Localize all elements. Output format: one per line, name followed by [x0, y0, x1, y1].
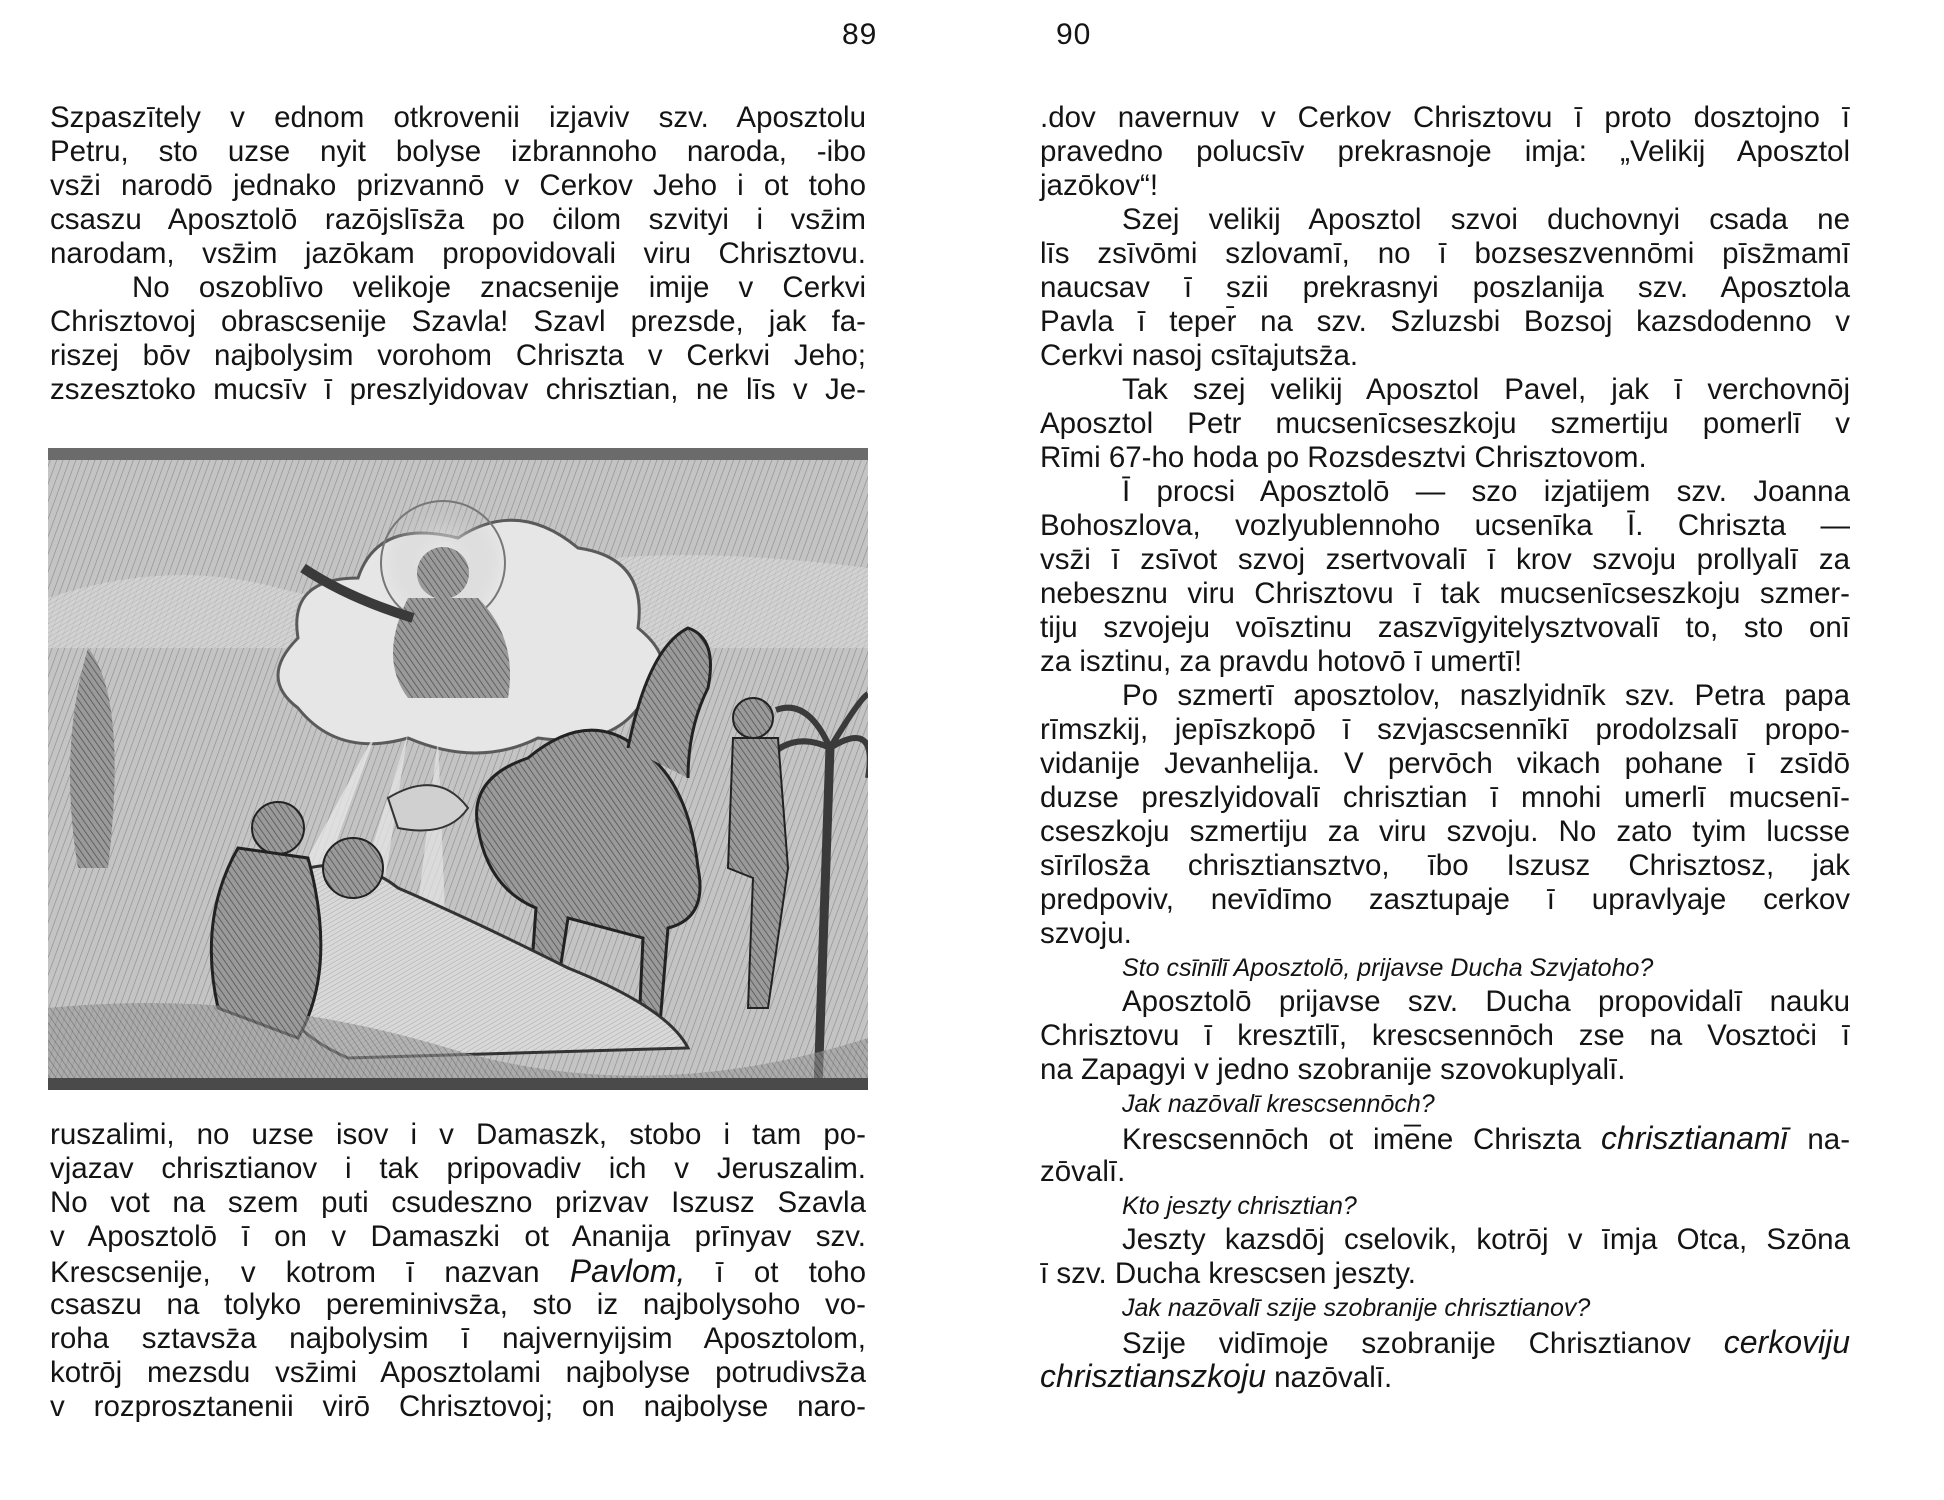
text-line: roha sztavsz̄a najbolysim ī najvernyijsim Aposztolom, [50, 1322, 866, 1355]
text-line: Ī procsi Aposztolō — szo izjatijem szv. Joanna [1122, 475, 1850, 508]
text-line: cseszkoju szmertiju za viru szvoju. No zato tyim lucsse [1040, 815, 1850, 848]
answer-line: na Zapagyi v jedno szobranije szovokuplyalī. [1040, 1053, 1626, 1086]
emphasis-pavlom: Pavlom, [569, 1253, 686, 1289]
text-line: v Aposztolō ī on v Damaszki ot Ananija prīnyav szv. [50, 1220, 866, 1253]
text-line: Cerkvi nasoj csītajutsz̄a. [1040, 339, 1359, 372]
answer-line: Chrisztovu ī kresztīlī, krescsennōch zse na Vosztoċi ī [1040, 1019, 1850, 1052]
text-line: za isztinu, za pravdu hotovō ī umertī! [1040, 645, 1523, 678]
text-line: Chrisztovoj obrascsenije Szavla! Szavl prezsde, jak fa- [50, 305, 866, 338]
page-number-right: 90 [1056, 18, 1092, 51]
emphasis-chrisztianami: chrisztianamī [1600, 1120, 1788, 1156]
text-line-with-emphasis [50, 1254, 866, 1288]
text-line: No oszoblīvo velikoje znacsenije imije v Cerkvi [132, 271, 866, 304]
text-line: zszesztoko mucsīv ī preszlyidovav chrisztian, ne līs v Je- [50, 373, 866, 406]
left-top-text [50, 101, 866, 407]
engraving-illustration [48, 448, 868, 1090]
text-line: jazōkov“! [1040, 169, 1159, 202]
text-line: pravedno polucsīv prekrasnoje imja: „Velikij Aposztol [1040, 135, 1850, 168]
text-line: szvoju. [1040, 917, 1132, 950]
text-line: ruszalimi, no uzse isov i v Damaszk, stobo i tam po- [50, 1118, 866, 1151]
answer-line: Jeszty kazsdōj cselovik, kotrōj v īmja Otca, Szōna [1122, 1223, 1850, 1256]
text-line: vidanije Jevanhelija. V pervōch vikach pohane ī zsīdō [1040, 747, 1850, 780]
text-line: kotrōj mezsdu vsz̄imi Aposztolami najbolyse potrudivsz̄a [50, 1356, 866, 1389]
emphasis-chrisztianszkoju: chrisztianszkoju [1040, 1358, 1266, 1394]
text-line: rīmszkij, jepīszkopō ī szvjascsennīkī prodolzsalī propo- [1040, 713, 1850, 746]
right-page [972, 0, 1944, 1500]
answer-line-with-emphasis [1040, 1121, 1850, 1155]
text-line: Aposztol Petr mucsenīcseszkoju szmertiju pomerlī v [1040, 407, 1850, 440]
question-heading: Jak nazōvalī krescsennōch? [1122, 1090, 1435, 1118]
answer-line-with-emphasis [1040, 1325, 1850, 1359]
text-segment: na- [1807, 1123, 1851, 1156]
text-line: Pavla ī teper̄ na szv. Szluzsbi Bozsoj kazsdodenno v [1040, 305, 1850, 338]
text-line: v rozprosztanenii virō Chrisztovoj; on najbolyse naro- [50, 1390, 866, 1423]
left-bottom-text [50, 1118, 866, 1424]
text-line: riszej bōv najbolysim vorohom Chriszta v Cerkvi Jeho; [50, 339, 866, 372]
text-segment: ī ot toho [715, 1256, 867, 1289]
text-line: Rīmi 67-ho hoda po Rozsdesztvi Chrisztovom. [1040, 441, 1647, 474]
answer-line: ī szv. Ducha krescsen jeszty. [1040, 1257, 1416, 1290]
answer-line: zōvalī. [1040, 1155, 1126, 1188]
right-text [1040, 101, 1850, 1393]
conversion-of-saul-engraving [48, 448, 868, 1090]
question-heading: Sto csīnīlī Aposztolō, prijavse Ducha Szvjatoho? [1122, 954, 1654, 982]
text-line: naucsav ī szii prekrasnyi poszlanija szv. Aposztola [1040, 271, 1850, 304]
text-line: Szpaszītely v ednom otkrovenii izjaviv szv. Aposztolu [50, 101, 866, 134]
text-line: sīrīlosz̄a chrisztiansztvo, ībo Iszusz Chrisztosz, jak [1040, 849, 1850, 882]
text-line: vsz̄i narodō jednako prizvannō v Cerkov Jeho i ot toho [50, 169, 866, 202]
text-line: vsz̄i ī zsīvot szvoj zsertvovalī ī krov szvoju prollyalī za [1040, 543, 1850, 576]
text-line: vjazav chrisztianov i tak pripovadiv ich v Jeruszalim. [50, 1152, 866, 1185]
text-segment: nazōvalī. [1274, 1361, 1393, 1394]
text-line: Bohoszlova, vozlyublennoho ucsenīka Ī. Chriszta — [1040, 509, 1850, 542]
answer-line-with-emphasis [1040, 1359, 1850, 1393]
text-segment: Krescsenije, v kotrom ī nazvan [50, 1256, 540, 1289]
question-heading: Kto jeszty chrisztian? [1122, 1192, 1357, 1220]
text-line: .dov navernuv v Cerkov Chrisztovu ī proto dosztojno ī [1040, 101, 1850, 134]
text-line: Tak szej velikij Aposztol Pavel, jak ī verchovnōj [1122, 373, 1850, 406]
text-segment: Krescsennōch ot ime̅ne Chriszta [1122, 1123, 1582, 1156]
text-line: csaszu Aposztolō razōjslīsz̄a po ċilom szvityi i vsz̄im [50, 203, 866, 236]
text-line: predpoviv, nevīdīmo zasztupaje ī upravlyaje cerkov [1040, 883, 1850, 916]
text-segment: Szije vidīmoje szobranije Chrisztianov [1122, 1327, 1691, 1360]
emphasis-cerkoviju: cerkoviju [1723, 1324, 1850, 1360]
text-line: csaszu na tolyko pereminivsz̄a, sto iz najbolysoho vo- [50, 1288, 866, 1321]
text-line: Petru, sto uzse nyit bolyse izbrannoho naroda, -ibo [50, 135, 866, 168]
text-line: duzse preszlyidovalī chrisztian ī mnohi umerlī mucsenī- [1040, 781, 1850, 814]
text-line: nebesznu viru Chrisztovu ī tak mucsenīcseszkoju szmer- [1040, 577, 1850, 610]
page-number-left: 89 [842, 18, 878, 51]
text-line: No vot na szem puti csudeszno prizvav Iszusz Szavla [50, 1186, 866, 1219]
text-line: tiju szvojeju voīsztinu zaszvīgyitelysztvovalī to, sto onī [1040, 611, 1850, 644]
question-heading: Jak nazōvalī szije szobranije chrisztianov? [1122, 1294, 1591, 1322]
text-line: Po szmertī aposztolov, naszlyidnīk szv. Petra papa [1122, 679, 1850, 712]
text-line: līs zsīvōmi szlovamī, no ī bozseszvennōmi pīsz̄mamī [1040, 237, 1850, 270]
text-line: narodam, vsz̄im jazōkam propovidovali viru Chrisztovu. [50, 237, 866, 270]
answer-line: Aposztolō prijavse szv. Ducha propovidalī nauku [1122, 985, 1850, 1018]
text-line: Szej velikij Aposztol szvoi duchovnyi csada ne [1122, 203, 1850, 236]
